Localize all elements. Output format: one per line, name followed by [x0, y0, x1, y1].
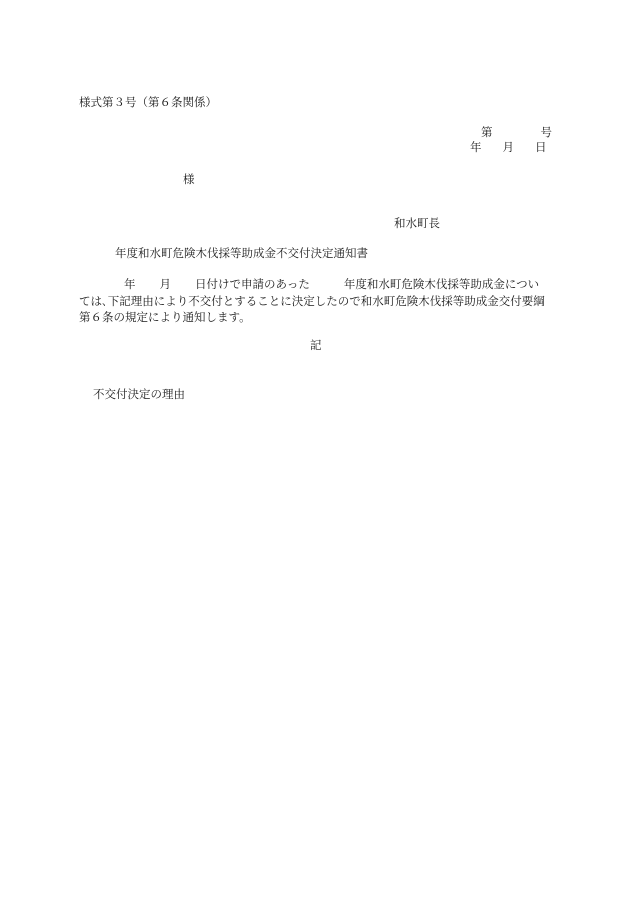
doc-number-prefix: 第 — [481, 125, 493, 139]
document-title: 年度和水町危険木伐採等助成金不交付決定通知書 — [115, 246, 368, 260]
document-number — [481, 124, 552, 140]
date-day: 日 — [535, 140, 547, 154]
body-year: 年 — [124, 277, 136, 291]
body-line-2: ては､下記理由により不交付とすることに決定したので和水町危険木伐採等助成金交付要綱 — [79, 293, 545, 308]
doc-number-suffix: 号 — [540, 125, 552, 139]
sender: 和水町長 — [394, 216, 440, 230]
body-line-1-end: 年度和水町危険木伐採等助成金につい — [343, 277, 540, 291]
body-paragraph — [79, 276, 554, 326]
reason-heading: 不交付決定の理由 — [93, 387, 185, 401]
body-line-1 — [79, 276, 554, 293]
date-year: 年 — [470, 140, 482, 154]
issue-date — [470, 139, 547, 155]
body-month: 月 — [159, 277, 171, 291]
record-label: 記 — [310, 338, 322, 352]
body-line-3: 第６条の規定により通知します。 — [79, 310, 251, 324]
body-day-text: 日付けで申請のあった — [195, 277, 310, 291]
date-month: 月 — [502, 140, 514, 154]
addressee: 様 — [183, 172, 195, 186]
form-number: 様式第３号（第６条関係） — [79, 95, 217, 109]
